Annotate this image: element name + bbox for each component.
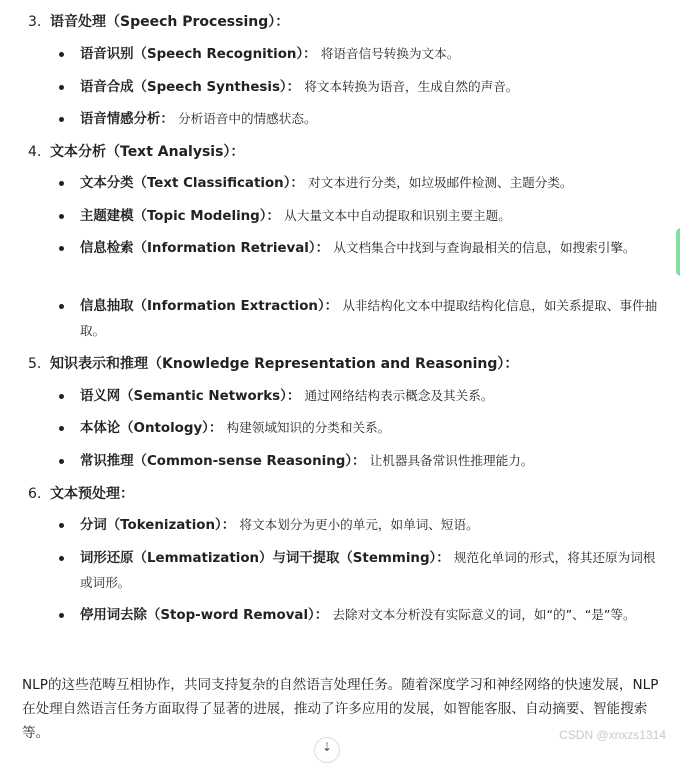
item-term: 停用词去除（Stop-word Removal） [80,608,315,623]
list-item: 文本分类（Text Classification）： 对文本进行分类，如垃圾邮件检测、主题分类。 [56,171,662,196]
bullet-icon [59,394,64,399]
item-term: 常识推理（Common-sense Reasoning） [80,454,353,469]
bullet-icon [59,523,64,528]
list-item: 词形还原（Lemmatization）与词干提取（Stemming）： 规范化单词的形式，将其还原为词根或词形。 [56,546,662,596]
list-item: 信息抽取（Information Extraction）： 从非结构化文本中提取结构化信息，如关系提取、事件抽取。 [56,294,662,344]
item-term: 信息检索（Information Retrieval） [80,241,316,256]
section-number: 3. [28,14,42,30]
section-5-heading [28,353,518,373]
item-description: 从大量文本中自动提取和识别主要主题。 [284,208,511,223]
section-title: 语音处理（Speech Processing）： [50,14,290,30]
arrow-down-icon: ⇣ [321,740,333,754]
item-description: 从文档集合中找到与查询最相关的信息，如搜索引擎。 [333,240,636,255]
item-description: 构建领域知识的分类和关系。 [226,420,391,435]
item-description: 让机器具备常识性推理能力。 [369,453,534,468]
item-term: 文本分类（Text Classification） [80,176,291,191]
bullet-icon [59,181,64,186]
section-6-heading [28,483,134,503]
list-item: 语音合成（Speech Synthesis）： 将文本转换为语音，生成自然的声音。 [56,75,662,100]
bullet-icon [59,52,64,57]
section-4-heading [28,141,244,161]
item-description: 将语音信号转换为文本。 [320,46,460,61]
summary-paragraph: NLP的这些范畴互相协作，共同支持复杂的自然语言处理任务。随着深度学习和神经网络的快速发展，NLP在处理自然语言任务方面取得了显著的进展，推动了许多应用的发展，如智能客服、自动摘要、智能搜索等。 [22,677,659,741]
item-term: 语义网（Semantic Networks） [80,389,287,404]
item-term: 语音情感分析 [80,112,161,127]
item-term: 分词（Tokenization） [80,518,222,533]
section-title: 文本分析（Text Analysis）： [50,144,245,160]
item-term: 本体论（Ontology） [80,421,209,436]
section-title: 文本预处理： [50,486,134,502]
list-item: 停用词去除（Stop-word Removal）： 去除对文本分析没有实际意义的词，如“的”、“是”等。 [56,603,662,628]
bullet-icon [59,304,64,309]
bullet-icon [59,246,64,251]
list-item: 语音识别（Speech Recognition）： 将语音信号转换为文本。 [56,42,662,67]
list-item: 分词（Tokenization）： 将文本划分为更小的单元，如单词、短语。 [56,513,662,538]
list-item: 主题建模（Topic Modeling）： 从大量文本中自动提取和识别主要主题。 [56,204,662,229]
item-term: 信息抽取（Information Extraction） [80,299,325,314]
item-term: 语音识别（Speech Recognition） [80,47,304,62]
list-item: 本体论（Ontology）： 构建领域知识的分类和关系。 [56,416,662,441]
bullet-icon [59,85,64,90]
section-number: 4. [28,144,42,160]
watermark: CSDN @xnxzs1314 [559,728,666,742]
bullet-icon [59,214,64,219]
scroll-down-button[interactable] [314,737,340,763]
item-description: 从非结构化文本中提取结构化信息，如关系提取、事件抽取。 [80,298,658,338]
bullet-icon [59,613,64,618]
list-item: 语音情感分析： 分析语音中的情感状态。 [56,107,662,132]
side-floating-tab[interactable] [676,228,680,276]
item-description: 将文本转换为语音，生成自然的声音。 [304,79,519,94]
section-number: 6. [28,486,42,502]
item-description: 对文本进行分类，如垃圾邮件检测、主题分类。 [308,175,573,190]
section-number: 5. [28,356,42,372]
item-term: 词形还原（Lemmatization）与词干提取（Stemming） [80,551,437,566]
item-description: 去除对文本分析没有实际意义的词，如“的”、“是”等。 [332,607,636,622]
item-term: 主题建模（Topic Modeling） [80,209,267,224]
bullet-icon [59,556,64,561]
section-title: 知识表示和推理（Knowledge Representation and Reasoning）： [50,356,519,372]
bullet-icon [59,426,64,431]
section-3-heading [28,11,289,31]
item-description: 通过网络结构表示概念及其关系。 [304,388,494,403]
list-item: 常识推理（Common-sense Reasoning）： 让机器具备常识性推理能力。 [56,449,662,474]
bullet-icon [59,117,64,122]
list-item: 语义网（Semantic Networks）： 通过网络结构表示概念及其关系。 [56,384,662,409]
item-description: 规范化单词的形式，将其还原为词根或词形。 [80,550,656,590]
item-term: 语音合成（Speech Synthesis） [80,80,287,95]
item-description: 分析语音中的情感状态。 [178,111,317,126]
item-description: 将文本划分为更小的单元，如单词、短语。 [239,517,479,532]
bullet-icon [59,459,64,464]
list-item: 信息检索（Information Retrieval）： 从文档集合中找到与查询最相关的信息，如搜索引擎。 [56,236,662,261]
